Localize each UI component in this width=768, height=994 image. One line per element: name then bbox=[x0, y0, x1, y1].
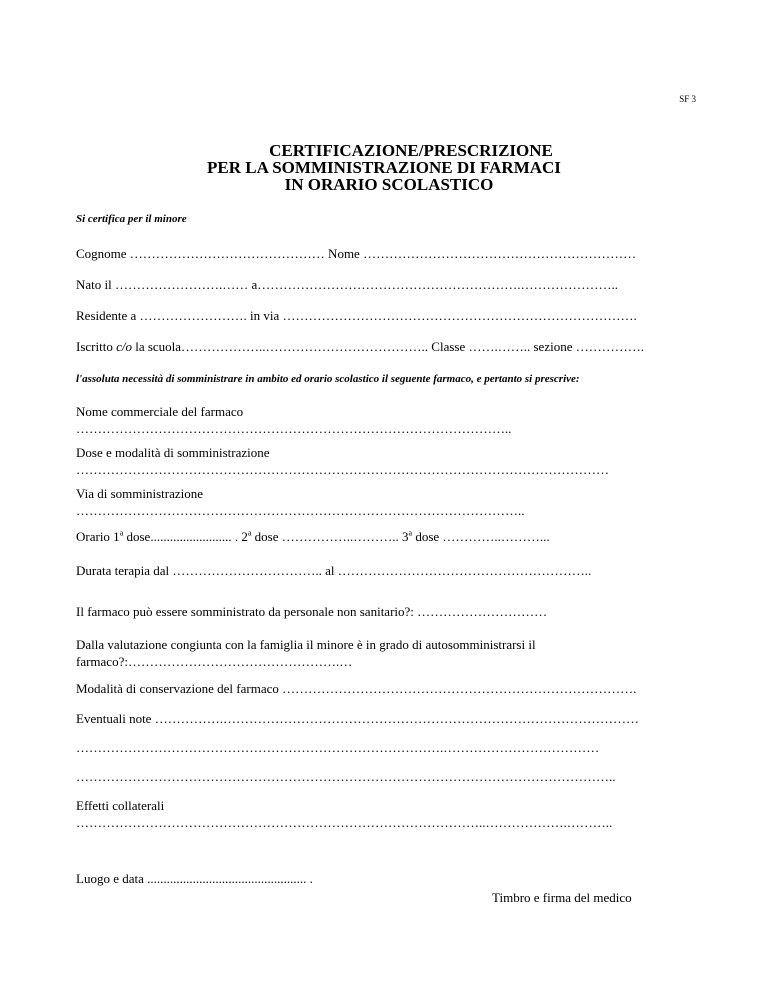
effetti-dots: …………………………………………………………………………………..……………….……….. bbox=[76, 815, 613, 830]
cognome-nome-field: Cognome ……………………………………… Nome ……………………………………………………… bbox=[76, 246, 637, 261]
valutazione-line-1: Dalla valutazione congiunta con la famiglia il minore è in grado di autosomministrarsi il bbox=[76, 637, 536, 652]
orario-field bbox=[76, 529, 550, 545]
via-label: Via di somministrazione bbox=[76, 486, 204, 501]
residente-field: Residente a ……………………. in via ………………………………………………………………………. bbox=[76, 308, 637, 323]
via-dots: ………………………………………………………………………………………….. bbox=[76, 503, 525, 518]
necessita-text: l'assoluta necessità di somministrare in ambito ed orario scolastico il seguente farmaco, e pertanto si prescrive: bbox=[76, 373, 580, 385]
durata-field: Durata terapia dal …………………………….. al ………………………………………………….. bbox=[76, 563, 592, 578]
nome-commerciale-label: Nome commerciale del farmaco bbox=[76, 404, 244, 419]
intro-text: Si certifica per il minore bbox=[76, 213, 187, 225]
conservazione-field: Modalità di conservazione del farmaco ………………………………………………………………………. bbox=[76, 681, 637, 696]
luogo-data-field: Luogo e data ................................................. . bbox=[76, 871, 313, 886]
orario-sup-2: a bbox=[247, 528, 252, 538]
title-line-2: PER LA SOMMINISTRAZIONE DI FARMACI bbox=[207, 158, 561, 177]
valutazione-line-2: farmaco?:………………………………………….… bbox=[76, 654, 353, 669]
title-line-3: IN ORARIO SCOLASTICO bbox=[284, 175, 494, 194]
non-sanitario-field: Il farmaco può essere somministrato da personale non sanitario?: ………………………… bbox=[76, 604, 548, 619]
orario-sup-1: a bbox=[119, 528, 124, 538]
iscritto-post: la scuola………………..……………………………….. Classe …….…….. sezione ……………. bbox=[131, 339, 644, 354]
orario-part-c: dose ……………..……….. 3 bbox=[251, 529, 409, 544]
dose-dots: …………………………………………………………………………………………………………… bbox=[76, 462, 609, 477]
iscritto-co: c/o bbox=[116, 339, 132, 354]
firma-label: Timbro e firma del medico bbox=[492, 890, 632, 905]
nome-commerciale-dots: ……………………………………………………………………………………….. bbox=[76, 421, 512, 436]
note-field: Eventuali note …………….…………………………………………………………………………………… bbox=[76, 711, 639, 726]
iscritto-field bbox=[76, 339, 644, 355]
document-code: SF 3 bbox=[679, 94, 696, 104]
orario-part-d: dose …………..………... bbox=[412, 529, 550, 544]
page-title bbox=[0, 142, 768, 193]
orario-part-b: dose......................... . 2 bbox=[123, 529, 248, 544]
dose-label: Dose e modalità di somministrazione bbox=[76, 445, 270, 460]
orario-part-a: Orario 1 bbox=[76, 529, 120, 544]
note-dots-1: ………………………………………………………………………….……………………………… bbox=[76, 740, 600, 755]
effetti-label: Effetti collaterali bbox=[76, 798, 165, 813]
iscritto-pre: Iscritto bbox=[76, 339, 117, 354]
title-line-1: CERTIFICAZIONE/PRESCRIZIONE bbox=[269, 141, 553, 160]
orario-sup-3: a bbox=[408, 528, 413, 538]
note-dots-2: …………………………………………………………………………………………………………….. bbox=[76, 769, 616, 784]
nato-field: Nato il …………………….…… a…………………………………………………….………………….. bbox=[76, 277, 619, 292]
